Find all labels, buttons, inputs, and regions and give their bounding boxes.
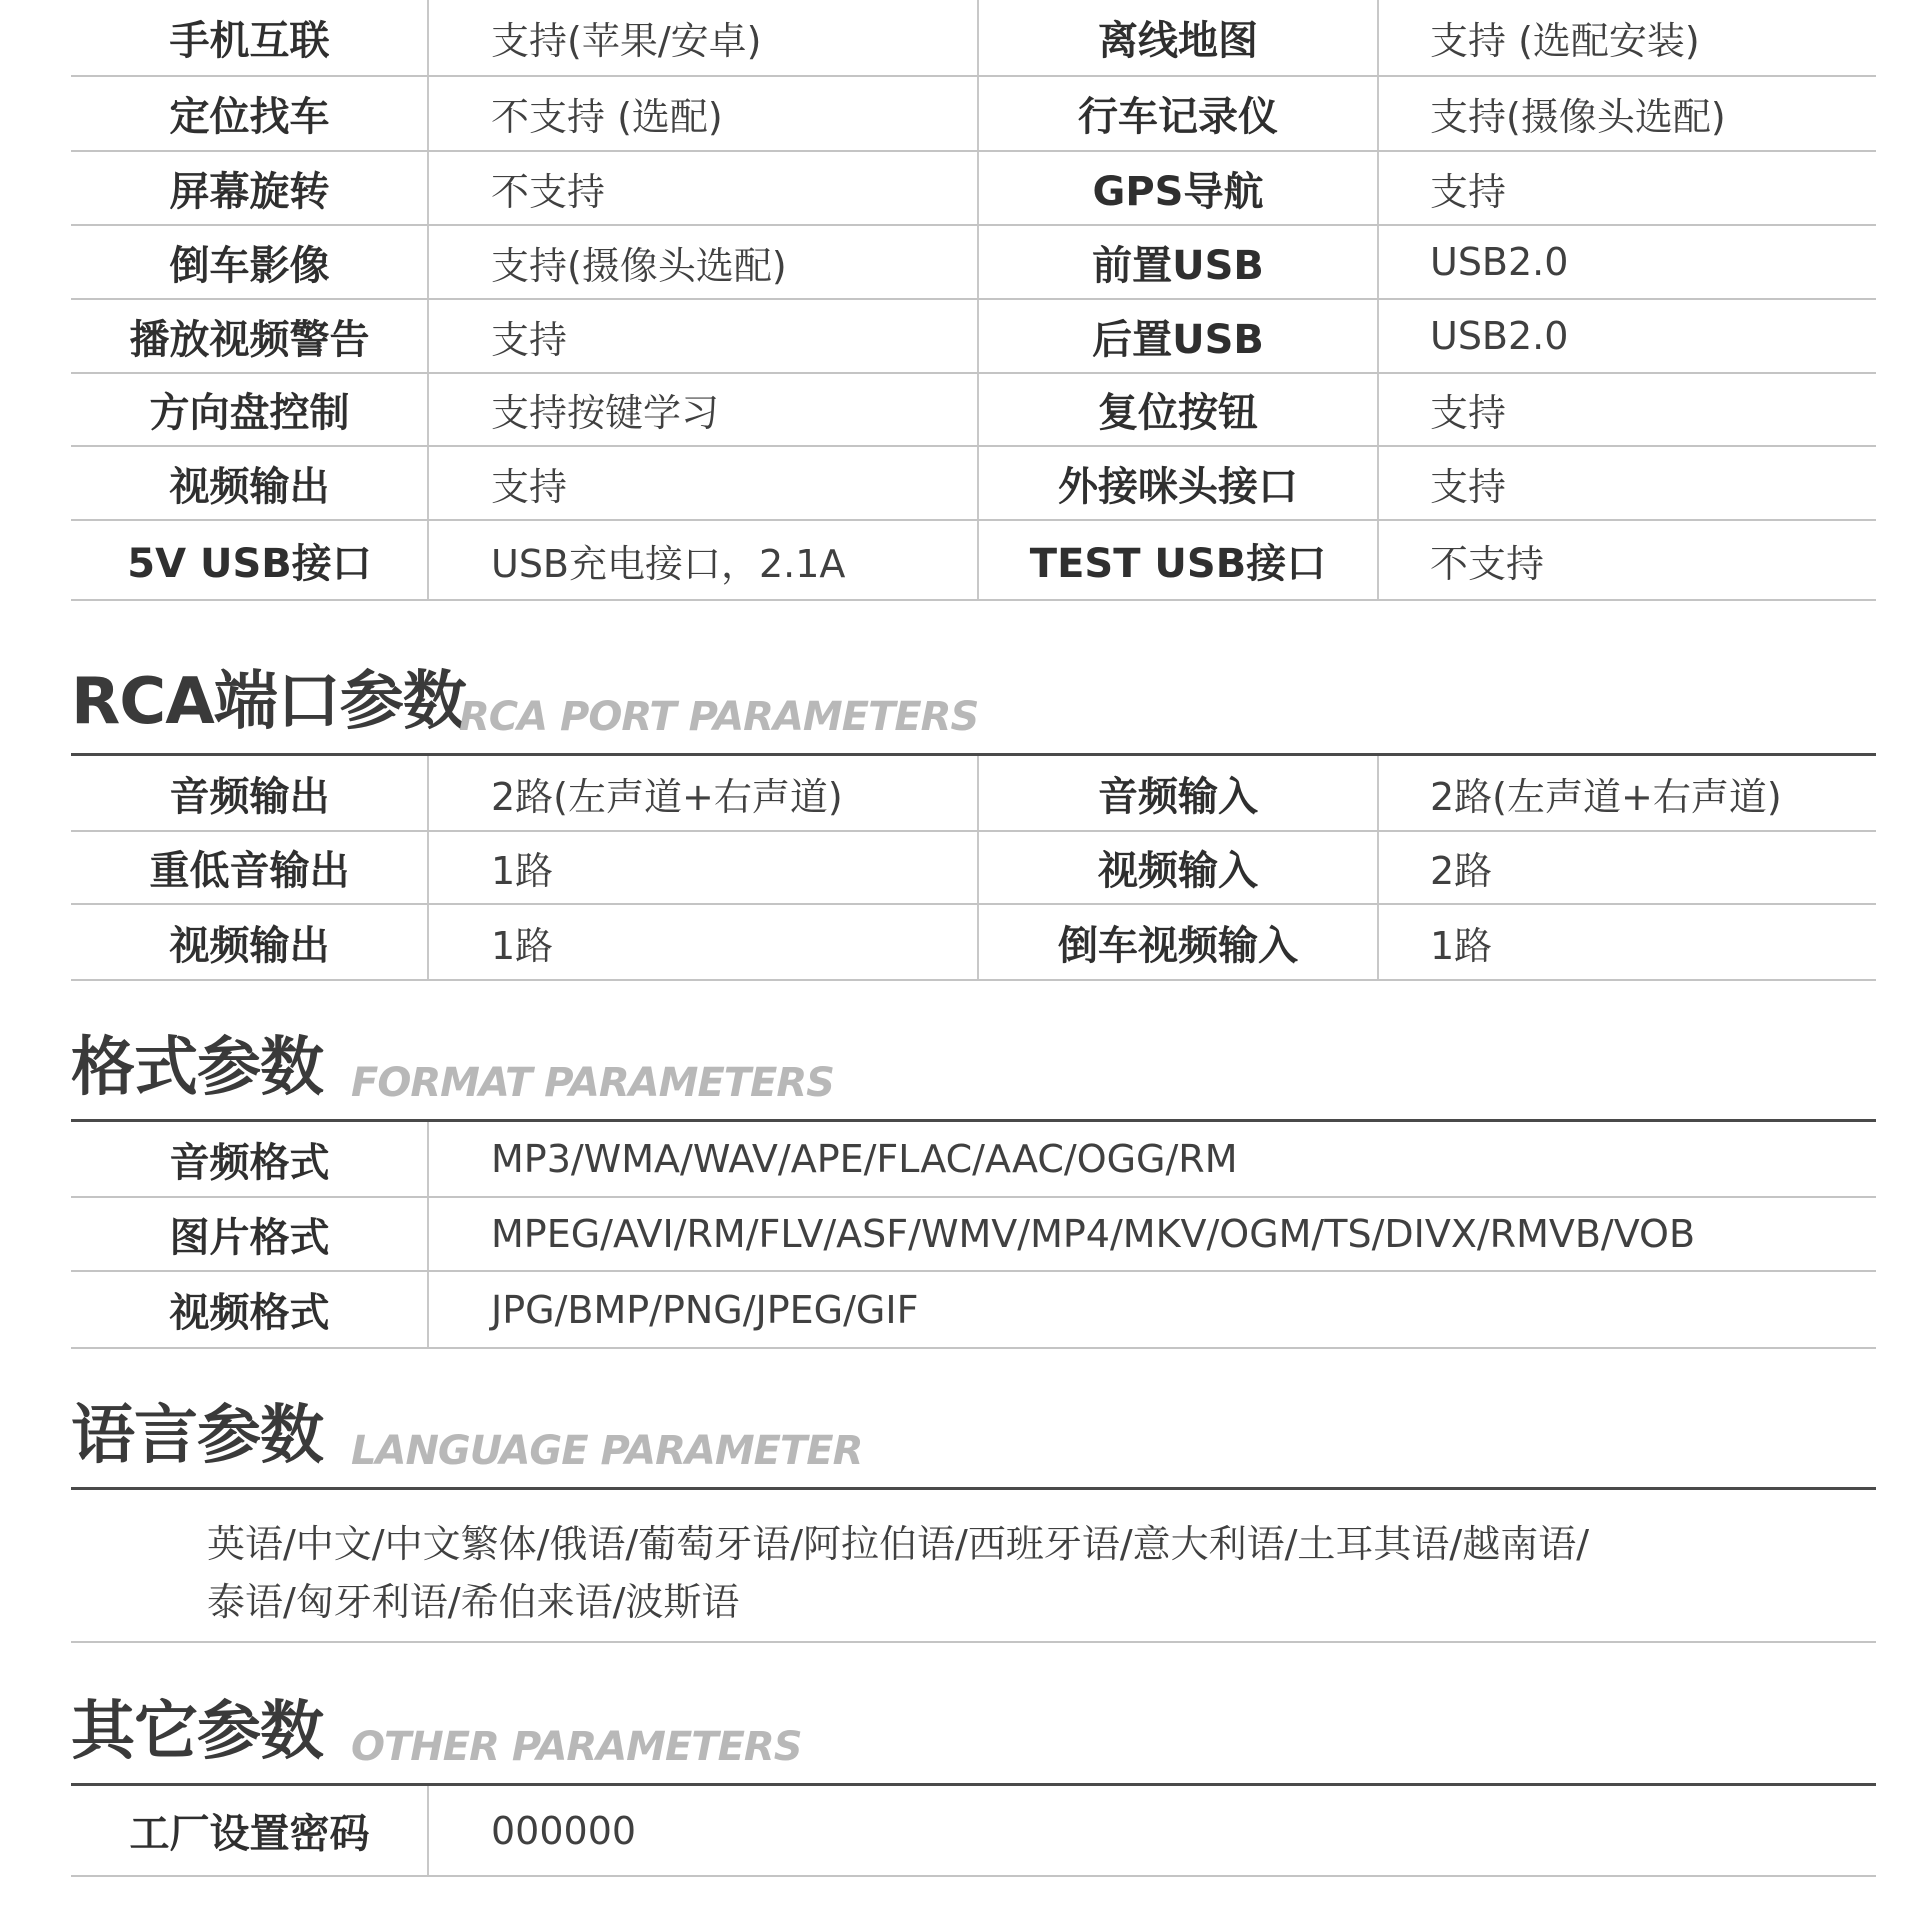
spec-label: 屏幕旋转 (169, 168, 330, 215)
spec-value: 支持(摄像头选配) (491, 243, 787, 288)
spec-label: 行车记录仪 (1078, 94, 1278, 140)
column-divider (1377, 521, 1379, 599)
column-divider (1377, 152, 1379, 224)
spec-value: 不支持 (491, 169, 606, 214)
language-line-1: 英语/中文/中文繁体/俄语/葡萄牙语/阿拉伯语/西班牙语/意大利语/土耳其语/越南语/ (207, 1522, 1590, 1566)
column-divider (977, 905, 979, 979)
language-list (71, 1490, 1876, 1643)
spec-value: 1路 (1430, 923, 1493, 968)
column-divider (427, 756, 429, 830)
section-title-en: RCA PORT PARAMETERS (459, 694, 979, 740)
spec-value: USB充电接口，2.1A (491, 541, 846, 586)
spec-label: GPS导航 (1092, 168, 1264, 215)
spec-label: 方向盘控制 (149, 390, 350, 436)
spec-value: 支持 (1430, 464, 1507, 509)
spec-label: 手机互联 (169, 18, 330, 64)
spec-value: 支持 (491, 464, 568, 509)
spec-row (71, 77, 1876, 152)
spec-label: 离线地图 (1098, 18, 1258, 64)
features-table (71, 0, 1876, 601)
spec-label: 音频输出 (169, 773, 330, 820)
spec-label: 音频输入 (1098, 773, 1258, 820)
spec-value: 2路(左声道+右声道) (1430, 774, 1782, 819)
column-divider (977, 226, 979, 298)
spec-label: 视频输入 (1098, 848, 1258, 894)
format-section-header (71, 1025, 1876, 1122)
spec-value: 支持(苹果/安卓) (491, 19, 762, 63)
spec-row (71, 1122, 1876, 1198)
spec-value: USB2.0 (1430, 314, 1569, 358)
spec-value: 支持 (491, 317, 568, 362)
column-divider (427, 521, 429, 599)
spec-row (71, 447, 1876, 521)
spec-label: 前置USB (1092, 242, 1264, 289)
column-divider (977, 447, 979, 519)
spec-label: 定位找车 (169, 94, 330, 140)
rca-section-header (71, 660, 1876, 756)
column-divider (427, 905, 429, 979)
spec-row (71, 374, 1876, 447)
spec-value: 不支持 (1430, 541, 1545, 586)
spec-value: 支持 (1430, 169, 1507, 214)
spec-row (71, 521, 1876, 601)
column-divider (977, 832, 979, 903)
column-divider (1377, 374, 1379, 445)
language-section-header (71, 1393, 1876, 1490)
spec-row (71, 756, 1876, 832)
section-title: 其它参数 (71, 1695, 323, 1769)
spec-label: 倒车影像 (169, 242, 330, 289)
column-divider (427, 374, 429, 445)
spec-label: 5V USB接口 (127, 540, 372, 587)
column-divider (427, 447, 429, 519)
section-title-en: LANGUAGE PARAMETER (351, 1428, 863, 1474)
spec-row (71, 1272, 1876, 1349)
column-divider (977, 77, 979, 150)
spec-row (71, 1786, 1876, 1877)
spec-label: 视频输出 (169, 922, 330, 969)
column-divider (1377, 226, 1379, 298)
spec-value: 000000 (491, 1808, 637, 1853)
section-title: 格式参数 (71, 1031, 323, 1105)
column-divider (1377, 77, 1379, 150)
column-divider (427, 0, 429, 75)
column-divider (977, 152, 979, 224)
spec-value: 2路(左声道+右声道) (491, 774, 843, 819)
section-title: RCA端口参数 (71, 665, 466, 739)
spec-value: 不支持 (选配) (491, 95, 723, 139)
spec-value: USB2.0 (1430, 240, 1569, 284)
spec-label: TEST USB接口 (1029, 540, 1327, 587)
column-divider (427, 152, 429, 224)
spec-value: 支持按键学习 (491, 391, 720, 435)
spec-label: 播放视频警告 (129, 316, 370, 363)
spec-value: JPG/BMP/PNG/JPEG/GIF (491, 1287, 919, 1332)
column-divider (427, 1122, 429, 1196)
spec-label: 倒车视频输入 (1058, 922, 1298, 969)
rca-table (71, 756, 1876, 981)
other-table (71, 1786, 1876, 1877)
language-line-2: 泰语/匈牙利语/希伯来语/波斯语 (207, 1580, 740, 1624)
spec-row (71, 300, 1876, 374)
section-title: 语言参数 (71, 1399, 323, 1473)
spec-value: 2路 (1430, 849, 1493, 893)
column-divider (427, 1786, 429, 1875)
column-divider (427, 300, 429, 372)
column-divider (1377, 756, 1379, 830)
spec-value: MP3/WMA/WAV/APE/FLAC/AAC/OGG/RM (491, 1137, 1238, 1181)
spec-label: 视频输出 (169, 463, 330, 510)
column-divider (977, 521, 979, 599)
column-divider (1377, 0, 1379, 75)
column-divider (977, 300, 979, 372)
column-divider (427, 226, 429, 298)
spec-label: 工厂设置密码 (129, 1811, 370, 1857)
column-divider (1377, 300, 1379, 372)
other-section-header (71, 1690, 1876, 1786)
spec-label: 重低音输出 (149, 848, 350, 894)
column-divider (427, 1272, 429, 1347)
spec-row (71, 1198, 1876, 1272)
column-divider (1377, 447, 1379, 519)
row-divider (71, 1641, 1876, 1643)
spec-label: 音频格式 (169, 1139, 330, 1186)
column-divider (1377, 832, 1379, 903)
column-divider (977, 0, 979, 75)
column-divider (427, 1198, 429, 1270)
column-divider (977, 374, 979, 445)
column-divider (427, 77, 429, 150)
column-divider (977, 756, 979, 830)
spec-value: 支持 (1430, 391, 1507, 435)
column-divider (427, 832, 429, 903)
spec-row (71, 226, 1876, 300)
spec-label: 后置USB (1092, 316, 1264, 363)
spec-row (71, 832, 1876, 905)
section-title-en: FORMAT PARAMETERS (351, 1060, 834, 1106)
format-table (71, 1122, 1876, 1349)
spec-value: 1路 (491, 849, 554, 893)
spec-label: 视频格式 (169, 1290, 330, 1336)
spec-label: 图片格式 (169, 1214, 330, 1261)
spec-value: MPEG/AVI/RM/FLV/ASF/WMV/MP4/MKV/OGM/TS/DIVX/RMVB/VOB (491, 1212, 1696, 1256)
spec-row (71, 905, 1876, 981)
spec-row (71, 152, 1876, 226)
spec-value: 支持(摄像头选配) (1430, 95, 1726, 139)
spec-value: 支持 (选配安装) (1430, 19, 1700, 63)
section-title-en: OTHER PARAMETERS (351, 1724, 802, 1770)
spec-row (71, 0, 1876, 77)
spec-label: 外接咪头接口 (1058, 463, 1298, 510)
spec-value: 1路 (491, 923, 554, 968)
spec-label: 复位按钮 (1098, 390, 1258, 436)
column-divider (1377, 905, 1379, 979)
